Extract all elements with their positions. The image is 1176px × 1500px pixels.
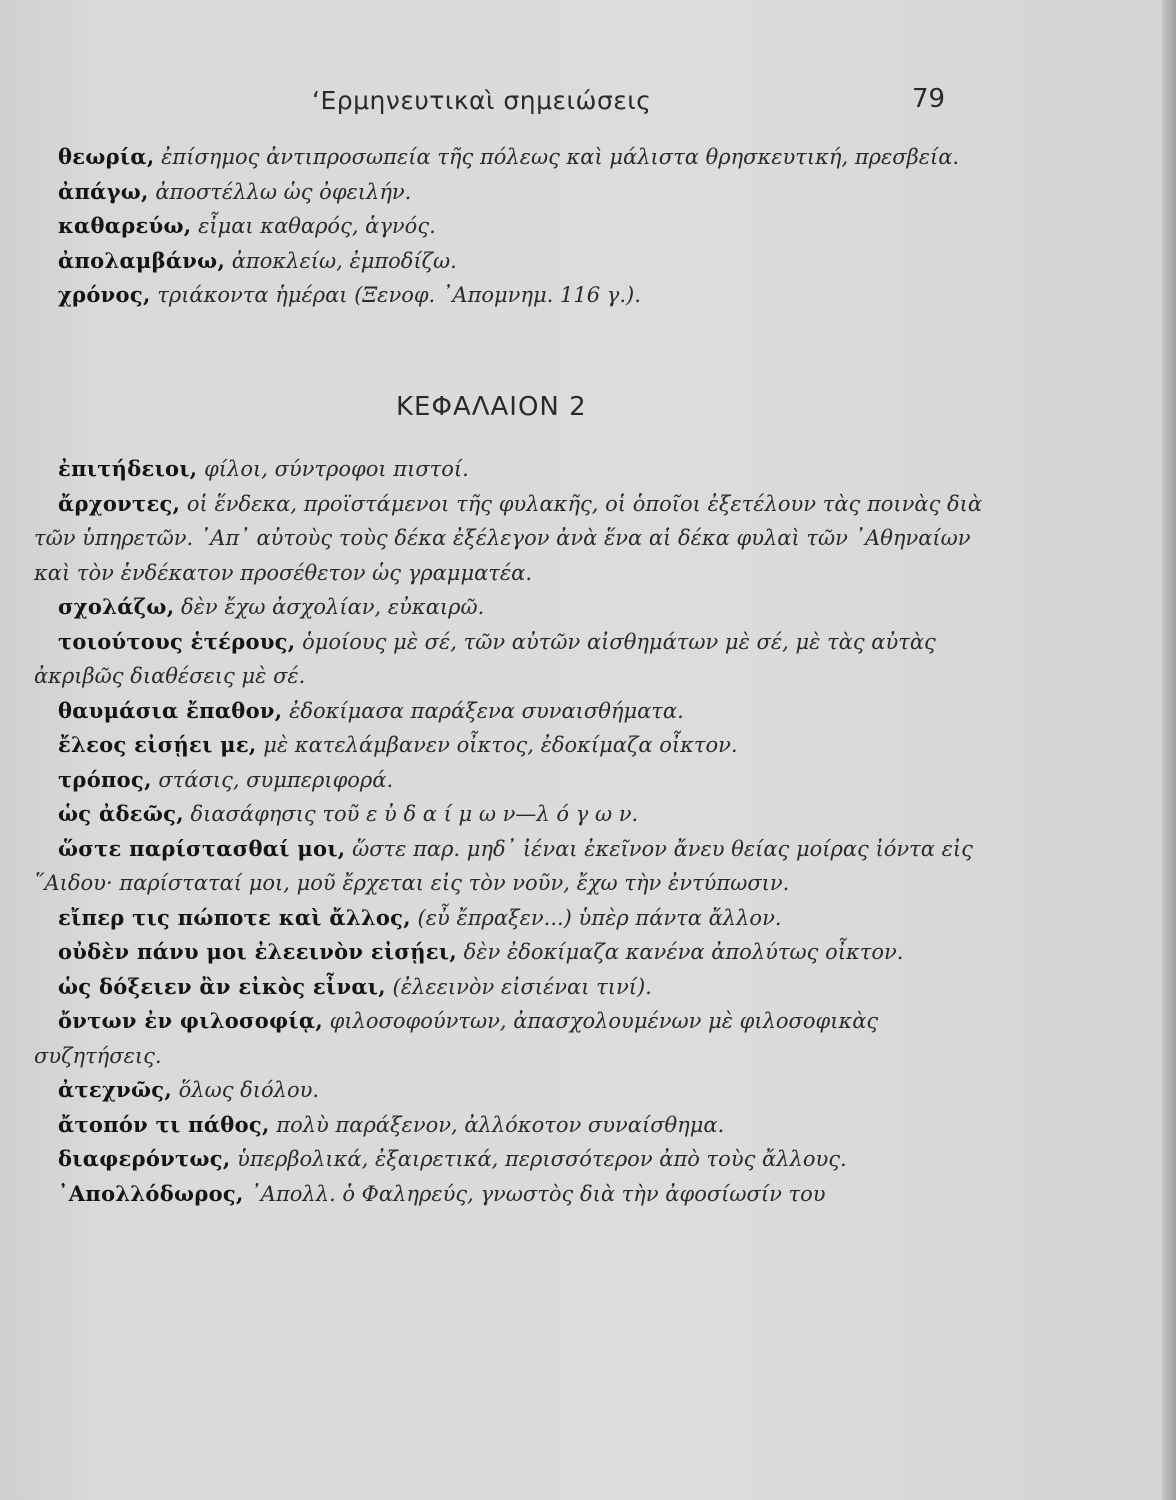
headword: ἀτεχνῶς,	[58, 1077, 172, 1102]
definition: εἶμαι καθαρός, ἁγνός.	[191, 214, 436, 238]
glossary-entry	[34, 209, 988, 244]
definition: ὑπερβολικά, ἐξαιρετικά, περισσότερον ἀπὸ τοὺς ἄλλους.	[230, 1147, 847, 1171]
headword: ἄρχοντες,	[58, 490, 181, 516]
definition: ᾿Απολλ. ὁ Φαληρεύς, γνωστὸς διὰ τὴν ἀφοσίωσίν του	[243, 1181, 826, 1206]
page-number: 79	[912, 84, 946, 114]
running-head: ‘Ερμηνευτικαὶ σημειώσεις	[312, 86, 652, 115]
glossary-entry	[34, 625, 988, 694]
glossary-entry	[34, 244, 988, 279]
glossary-entry	[34, 1073, 988, 1108]
headword: ἔλεος εἰσῄει με,	[58, 732, 257, 757]
definition: ὁμοίους μὲ σέ, τῶν αὐτῶν αἰσθημάτων μὲ σέ, μὲ τὰς αὐτὰς ἀκριβῶς διαθέσεις μὲ σέ.	[34, 629, 936, 688]
headword: θεωρία,	[58, 144, 155, 169]
glossary-entry	[34, 935, 988, 970]
headword: ὄντων ἐν φιλοσοφίᾳ,	[58, 1008, 323, 1033]
glossary-entry	[34, 832, 988, 901]
glossary-entry	[34, 901, 988, 936]
glossary-entry	[34, 970, 988, 1005]
page-edge	[1162, 0, 1176, 1500]
glossary-section-one	[34, 140, 988, 313]
headword: χρόνος,	[58, 282, 151, 307]
definition: δὲν ἐδοκίμαζα κανένα ἀπολύτως οἶκτον.	[456, 940, 904, 964]
glossary-entry	[34, 1108, 988, 1143]
headword: εἴπερ τις πώποτε καὶ ἄλλος,	[58, 904, 411, 930]
definition: ὅλως διόλου.	[171, 1078, 320, 1102]
definition: φίλοι, σύντροφοι πιστοί.	[197, 457, 469, 481]
glossary-entry	[34, 1142, 988, 1177]
headword: ἀπολαμβάνω,	[58, 247, 226, 273]
chapter-title: ΚΕΦΑΛΑΙΟΝ 2	[396, 392, 587, 422]
definition: ἀποστέλλω ὡς ὀφειλήν.	[148, 179, 412, 204]
headword: ᾿Απολλόδωρος,	[58, 1180, 244, 1206]
headword: οὐδὲν πάνυ μοι ἐλεεινὸν εἰσῄει,	[58, 939, 457, 964]
headword: σχολάζω,	[58, 594, 175, 619]
headword: ὡς ἀδεῶς,	[58, 801, 184, 826]
glossary-entry	[34, 763, 988, 798]
headword: διαφερόντως,	[58, 1146, 231, 1171]
glossary-entry	[34, 1177, 988, 1212]
glossary-entry	[34, 487, 988, 591]
definition: τριάκοντα ἡμέραι (Ξενοφ. ᾿Απομνημ. 116 γ.).	[150, 283, 641, 307]
headword: ἄτοπόν τι πάθος,	[58, 1111, 270, 1137]
headword: τρόπος,	[58, 766, 152, 792]
headword: ἀπάγω,	[58, 178, 149, 204]
definition: ἐπίσημος ἀντιπροσωπεία τῆς πόλεως καὶ μάλιστα θρησκευτική, πρεσβεία.	[154, 145, 960, 169]
definition: φιλοσοφούντων, ἀπασχολουμένων μὲ φιλοσοφικὰς συζητήσεις.	[34, 1009, 879, 1068]
definition: ἀποκλείω, ἐμποδίζω.	[225, 248, 457, 273]
definition: οἱ ἕνδεκα, προϊστάμενοι τῆς φυλακῆς, οἱ ὁποῖοι ἐξετέλουν τὰς ποινὰς διὰ τῶν ὑπηρετῶν. ᾿Απ᾿ αὐτοὺς τοὺς δέκα ἐξέλεγον ἀνὰ ἕνα αἱ δέκα φυλαὶ τῶν ᾿Αθηναίων καὶ τὸν ἑνδέκατον προσέθετον ὡς γραμματέα.	[34, 491, 983, 585]
definition: δὲν ἔχω ἀσχολίαν, εὐκαιρῶ.	[174, 595, 485, 619]
definition: ἐδοκίμασα παράξενα συναισθήματα.	[282, 698, 684, 723]
definition: (ἐλεεινὸν εἰσιέναι τινί).	[385, 974, 652, 999]
glossary-entry	[34, 175, 988, 210]
headword: καθαρεύω,	[58, 213, 192, 238]
glossary-entry	[34, 140, 988, 175]
definition: πολὺ παράξενον, ἀλλόκοτον συναίσθημα.	[269, 1112, 725, 1137]
glossary-entry	[34, 278, 988, 313]
headword: ὥστε παρίστασθαί μοι,	[58, 835, 346, 861]
headword: ὡς δόξειεν ἂν εἰκὸς εἶναι,	[58, 973, 386, 999]
definition: (εὖ ἔπραξεν...) ὑπὲρ πάντα ἄλλον.	[410, 905, 782, 930]
glossary-entry	[34, 728, 988, 763]
glossary-entry	[34, 694, 988, 729]
glossary-entry	[34, 452, 988, 487]
headword: τοιούτους ἑτέρους,	[58, 628, 296, 654]
definition: ὥστε παρ. μηδ᾿ ἰέναι ἐκεῖνον ἄνευ θείας μοίρας ἰόντα εἰς ῞Αιδου· παρίσταταί μοι, μοῦ ἔρχεται εἰς τὸν νοῦν, ἔχω τὴν ἐντύπωσιν.	[34, 836, 973, 895]
glossary-entry	[34, 797, 988, 832]
glossary-section-two	[34, 452, 988, 1211]
definition: μὲ κατελάμβανεν οἶκτος, ἐδοκίμαζα οἶκτον.	[256, 733, 738, 757]
definition: στάσις, συμπεριφορά.	[151, 767, 394, 792]
headword: θαυμάσια ἔπαθον,	[58, 697, 283, 723]
glossary-entry	[34, 590, 988, 625]
glossary-entry	[34, 1004, 988, 1073]
definition: διασάφησις τοῦ ε ὐ δ α ί μ ω ν—λ ό γ ω ν.	[183, 802, 639, 826]
headword: ἐπιτήδειοι,	[58, 456, 198, 481]
